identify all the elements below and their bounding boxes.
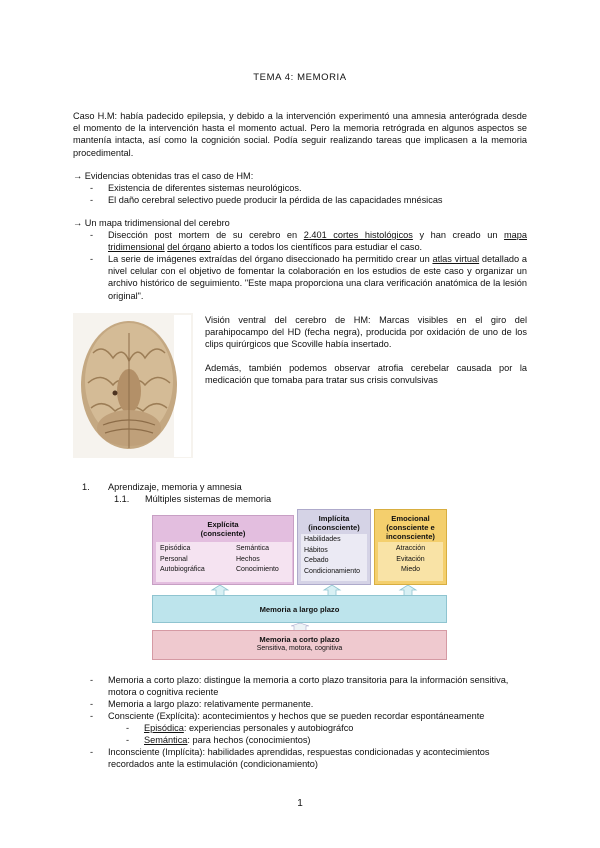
subheading-sistemas: Múltiples sistemas de memoria	[145, 494, 272, 504]
heading-aprendizaje: Aprendizaje, memoria y amnesia	[108, 482, 242, 492]
figure-caption: Visión ventral del cerebro de HM: Marcas visibles en el giro del parahipocampo del HD (fecha negra), producida por oxidación de uno de los clips quirúrgicos que Scoville había insertado.	[205, 315, 527, 350]
intro-paragraph: Caso H.M: había padecido epilepsia, y debido a la intervención experimentó una amnesia anterógrada desde el momento de la intervención hasta el momento actual. Pero la memoria retrógrada en algunos aspectos se mantenía intacta, así como la cognición social. Podía seguir realizando tareas que implicasen a la memoria procedimental.	[73, 111, 527, 158]
implicit-memory-box: Implícita (inconsciente) Habilidades Hábitos Cebado Condicionamiento	[297, 509, 371, 585]
subheading-number: 1.1.	[114, 494, 130, 504]
link-atlas[interactable]: atlas virtual	[432, 254, 480, 264]
memory-systems-diagram	[150, 508, 450, 663]
section-heading-evidencias: → Evidencias obtenidas tras el caso de HM:	[73, 171, 254, 181]
link-mapa[interactable]: mapa tridimensional	[108, 230, 528, 253]
list-item-continuation: motora o cognitiva reciente	[108, 687, 219, 697]
long-term-memory-box: Memoria a largo plazo	[152, 595, 447, 623]
explicit-memory-box: Explícita (consciente) Episódica Personal Autobiográfica Semántica Hechos Conocimiento	[152, 515, 294, 585]
brain-image	[73, 313, 193, 458]
list-item-continuation: recordados ante la estimulación (condicionamiento)	[108, 759, 318, 769]
page-number: 1	[297, 798, 303, 809]
page-title: TEMA 4: MEMORIA	[253, 72, 347, 83]
section-heading-mapa: → Un mapa tridimensional del cerebro	[73, 218, 230, 228]
emotional-memory-box: Emocional (consciente e inconsciente) Atracción Evitación Miedo	[374, 509, 447, 585]
link-cortes[interactable]: 2.401 cortes histológicos	[303, 230, 413, 240]
heading-number: 1.	[82, 482, 90, 492]
short-term-memory-box: Memoria a corto plazo Sensitiva, motora, cognitiva	[152, 630, 447, 660]
figure-note: Además, también podemos observar atrofia cerebelar causada por la medicación que tomaba para tratar sus crisis convulsivas	[205, 363, 527, 386]
